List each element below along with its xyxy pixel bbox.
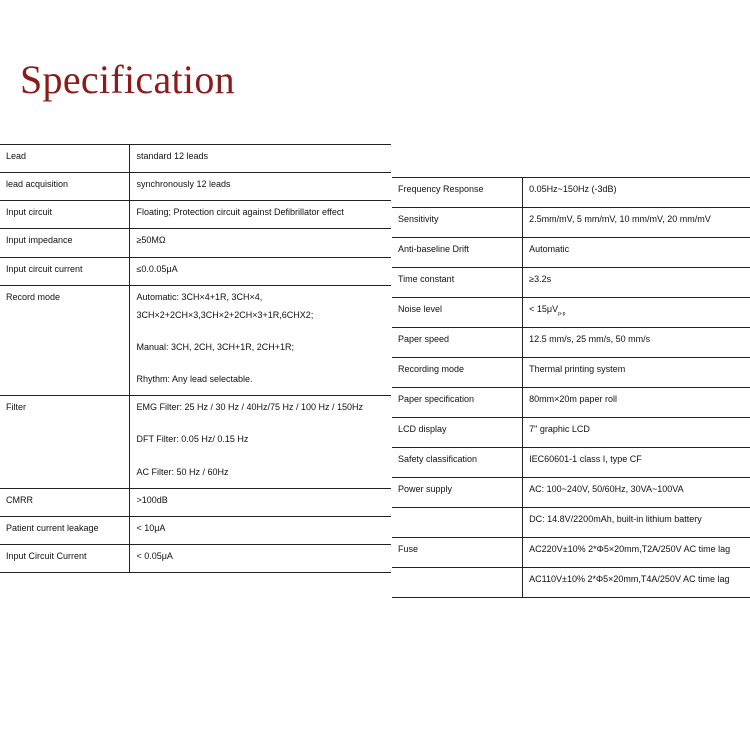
- spec-value: [523, 208, 750, 238]
- spec-value-text: IEC60601-1 class I, type CF: [529, 454, 642, 464]
- spec-value-text: Automatic: [529, 244, 570, 254]
- spec-value: [523, 268, 750, 298]
- spec-row: [392, 178, 750, 208]
- spec-value-text: 0.05Hz~150Hz (-3dB): [529, 184, 617, 194]
- spec-value: [523, 478, 750, 508]
- spec-value: [523, 418, 750, 448]
- spec-value-line: standard 12 leads: [136, 151, 209, 161]
- spec-key: Input circuit current: [0, 257, 130, 285]
- spec-row: [0, 396, 391, 488]
- spec-value-line: DFT Filter: 0.05 Hz/ 0.15 Hz: [136, 434, 249, 445]
- spec-value-text: 12.5 mm/s, 25 mm/s, 50 mm/s: [529, 334, 651, 344]
- spec-value-text: AC: 100~240V, 50/60Hz, 30VA~100VA: [529, 484, 684, 494]
- spec-key: Safety classification: [392, 448, 523, 478]
- spec-key: lead acquisition: [0, 173, 130, 201]
- spec-value-line: < 10μA: [136, 522, 166, 533]
- spec-value-line: [136, 419, 385, 433]
- spec-key: [392, 508, 523, 538]
- spec-row: [392, 328, 750, 358]
- spec-value: [130, 488, 391, 516]
- spec-key: Input circuit: [0, 201, 130, 229]
- spec-row: [392, 208, 750, 238]
- spec-value: [523, 178, 750, 208]
- spec-row: [392, 238, 750, 268]
- spec-key: Fuse: [392, 538, 523, 568]
- spec-value-line: Automatic: 3CH×4+1R, 3CH×4,: [136, 291, 263, 302]
- spec-row: [0, 229, 391, 257]
- spec-value-line: [136, 452, 385, 466]
- spec-value: [130, 544, 391, 572]
- spec-value-text: AC110V±10% 2*Φ5×20mm,T4A/250V AC time lag: [529, 574, 730, 584]
- spec-value: [130, 145, 391, 173]
- spec-value-line: [136, 327, 385, 341]
- spec-row: [0, 257, 391, 285]
- spec-value-text: 7" graphic LCD: [529, 424, 590, 434]
- spec-row: [0, 173, 391, 201]
- spec-key: Filter: [0, 396, 130, 488]
- spec-key: LCD display: [392, 418, 523, 448]
- spec-key: Paper specification: [392, 388, 523, 418]
- spec-value-line: >100dB: [136, 494, 168, 505]
- spec-value: [523, 448, 750, 478]
- spec-value-text: ≥3.2s: [529, 274, 552, 284]
- spec-key: Patient current leakage: [0, 516, 130, 544]
- spec-value-subscript: p-p: [558, 310, 566, 317]
- spec-row: [0, 145, 391, 173]
- spec-table-right: [392, 177, 750, 598]
- spec-row: [0, 516, 391, 544]
- spec-key: Input impedance: [0, 229, 130, 257]
- spec-value: [523, 358, 750, 388]
- spec-row: [392, 268, 750, 298]
- spec-value-line: synchronously 12 leads: [136, 179, 231, 190]
- spec-value-line: Rhythm: Any lead selectable.: [136, 374, 253, 385]
- spec-row: [392, 508, 750, 538]
- spec-row: [0, 488, 391, 516]
- spec-key: Sensitivity: [392, 208, 523, 238]
- spec-value-line: Floating; Protection circuit against Defibrillator effect: [136, 207, 344, 218]
- spec-value-line: ≤0.0.05μA: [136, 263, 178, 274]
- spec-value: [523, 298, 750, 328]
- spec-value-line: AC Filter: 50 Hz / 60Hz: [136, 466, 229, 477]
- spec-row: [392, 478, 750, 508]
- spec-row: [392, 358, 750, 388]
- spec-row: [0, 544, 391, 572]
- spec-key: Frequency Response: [392, 178, 523, 208]
- spec-value-line: ≥50MΩ: [136, 235, 166, 246]
- spec-row: [392, 418, 750, 448]
- spec-value: [130, 516, 391, 544]
- spec-value: [523, 328, 750, 358]
- page-title: Specification: [20, 57, 235, 102]
- spec-row: [392, 388, 750, 418]
- spec-key: Record mode: [0, 285, 130, 396]
- spec-value-line: < 0.05μA: [136, 550, 173, 561]
- spec-value-line: EMG Filter: 25 Hz / 30 Hz / 40Hz/75 Hz / 100 Hz / 150Hz: [136, 402, 364, 413]
- spec-value-line: Manual: 3CH, 2CH, 3CH+1R, 2CH+1R;: [136, 341, 295, 352]
- spec-row: [392, 298, 750, 328]
- spec-value-text: < 15μV: [529, 304, 559, 314]
- spec-value: [130, 229, 391, 257]
- spec-value: [523, 238, 750, 268]
- spec-row: [392, 538, 750, 568]
- spec-key: Power supply: [392, 478, 523, 508]
- spec-value-text: DC: 14.8V/2200mAh, built-in lithium battery: [529, 514, 702, 524]
- spec-value-line: [136, 359, 385, 373]
- spec-row: [392, 448, 750, 478]
- spec-value: [130, 257, 391, 285]
- spec-value: [523, 388, 750, 418]
- spec-key: Input Circuit Current: [0, 544, 130, 572]
- spec-row: [0, 201, 391, 229]
- spec-key: Paper speed: [392, 328, 523, 358]
- spec-row: [0, 285, 391, 396]
- spec-value-text: AC220V±10% 2*Φ5×20mm,T2A/250V AC time lag: [529, 544, 731, 554]
- spec-key: Anti-baseline Drift: [392, 238, 523, 268]
- spec-key: Lead: [0, 145, 130, 173]
- spec-key: Noise level: [392, 298, 523, 328]
- spec-table-left: [0, 144, 391, 573]
- spec-value: [130, 396, 391, 488]
- spec-value-text: Thermal printing system: [529, 364, 626, 374]
- spec-value-line: 3CH×2+2CH×3,3CH×2+2CH×3+1R,6CHX2;: [136, 309, 314, 320]
- spec-value: [130, 173, 391, 201]
- spec-row: [392, 568, 750, 598]
- spec-value: [130, 201, 391, 229]
- spec-value-text: 80mm×20m paper roll: [529, 394, 617, 404]
- spec-value: [523, 538, 750, 568]
- spec-value-text: 2.5mm/mV, 5 mm/mV, 10 mm/mV, 20 mm/mV: [529, 214, 711, 224]
- spec-key: [392, 568, 523, 598]
- spec-value: [523, 568, 750, 598]
- spec-key: Recording mode: [392, 358, 523, 388]
- spec-value: [130, 285, 391, 396]
- spec-value: [523, 508, 750, 538]
- spec-key: CMRR: [0, 488, 130, 516]
- spec-key: Time constant: [392, 268, 523, 298]
